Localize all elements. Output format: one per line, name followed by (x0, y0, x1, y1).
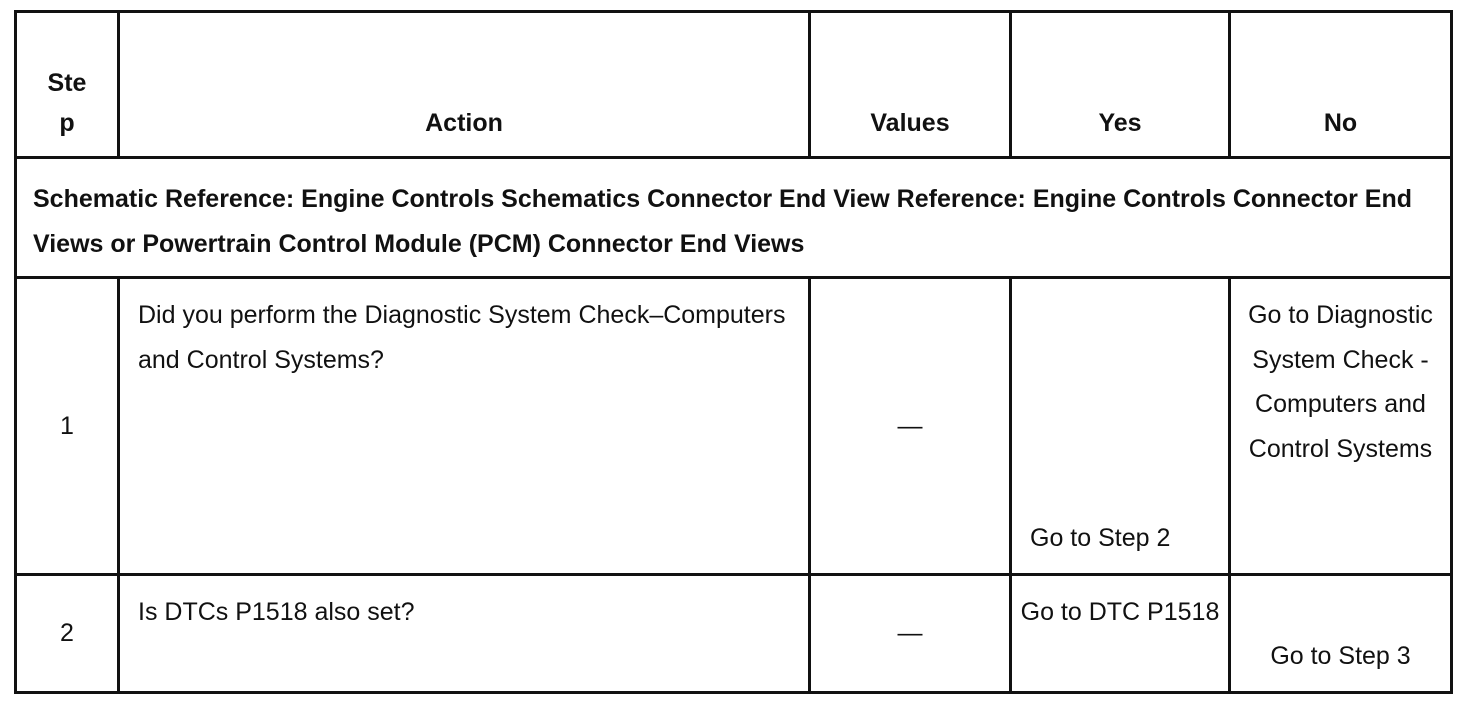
table-row (16, 278, 1452, 575)
header-step: Step (16, 12, 119, 158)
action-text: Is DTCs P1518 also set? (119, 575, 810, 693)
header-row (16, 12, 1452, 158)
values-cell: — (810, 575, 1011, 693)
yes-action: Go to DTC P1518 (1011, 575, 1230, 693)
no-action: Go to Diagnostic System Check - Computers and Control Systems (1230, 278, 1452, 575)
step-number: 2 (16, 575, 119, 693)
table-row (16, 575, 1452, 693)
header-values: Values (810, 12, 1011, 158)
action-text: Did you perform the Diagnostic System Check–Computers and Control Systems? (119, 278, 810, 575)
reference-row (16, 158, 1452, 278)
values-cell: — (810, 278, 1011, 575)
step-number: 1 (16, 278, 119, 575)
header-yes: Yes (1011, 12, 1230, 158)
diagnostic-table (14, 10, 1453, 694)
yes-action: Go to Step 2 (1011, 278, 1230, 575)
no-action: Go to Step 3 (1230, 575, 1452, 693)
header-no: No (1230, 12, 1452, 158)
header-action: Action (119, 12, 810, 158)
schematic-reference: Schematic Reference: Engine Controls Schematics Connector End View Reference: Engine Controls Connector End Views or Powertrain Control Module (PCM) Connector End Views (16, 158, 1452, 278)
